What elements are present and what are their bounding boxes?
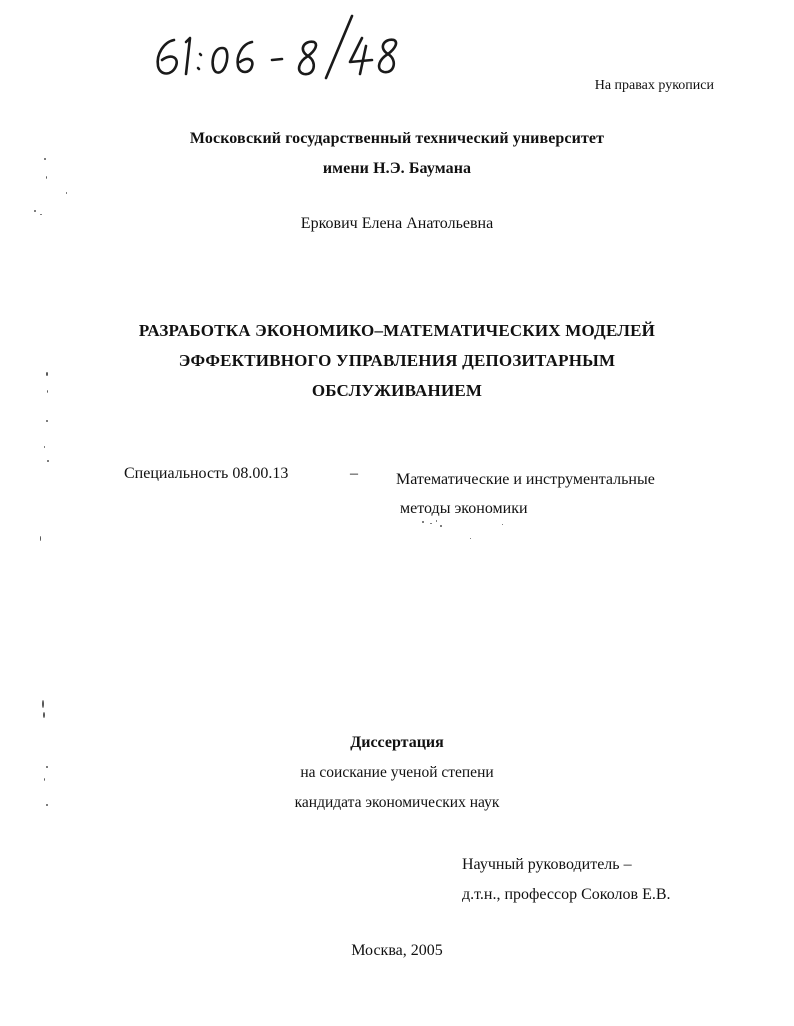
- dissertation-title-line-1: РАЗРАБОТКА ЭКОНОМИКО–МАТЕМАТИЧЕСКИХ МОДЕЛЕЙ: [138, 321, 656, 340]
- dissertation-heading: Диссертация: [350, 734, 444, 751]
- institution-name: Московский государственный технический университет: [189, 130, 605, 147]
- advisor-name: д.т.н., профессор Соколов Е.В.: [462, 886, 671, 903]
- specialty-name-line-1: Математические и инструментальные: [396, 471, 655, 488]
- specialty-name-line-2: методы экономики: [400, 500, 528, 517]
- dissertation-degree-line-2: кандидата экономических наук: [294, 794, 500, 811]
- specialty-name: [396, 465, 655, 523]
- specialty-code: Специальность 08.00.13: [124, 465, 289, 482]
- author-name: Еркович Елена Анатольевна: [300, 215, 494, 232]
- rights-notice: На правах рукописи: [594, 78, 714, 93]
- dissertation-title-line-3: ОБСЛУЖИВАНИЕМ: [311, 381, 483, 400]
- dissertation-title-line-2: ЭФФЕКТИВНОГО УПРАВЛЕНИЯ ДЕПОЗИТАРНЫМ: [178, 351, 616, 370]
- advisor-role: Научный руководитель –: [462, 856, 632, 873]
- specialty-dash: –: [350, 465, 358, 482]
- institution-name-honor: имени Н.Э. Баумана: [322, 160, 472, 177]
- handwritten-archive-number: [148, 8, 418, 80]
- dissertation-degree-line-1: на соискание ученой степени: [300, 764, 494, 781]
- city-year: Москва, 2005: [351, 942, 443, 959]
